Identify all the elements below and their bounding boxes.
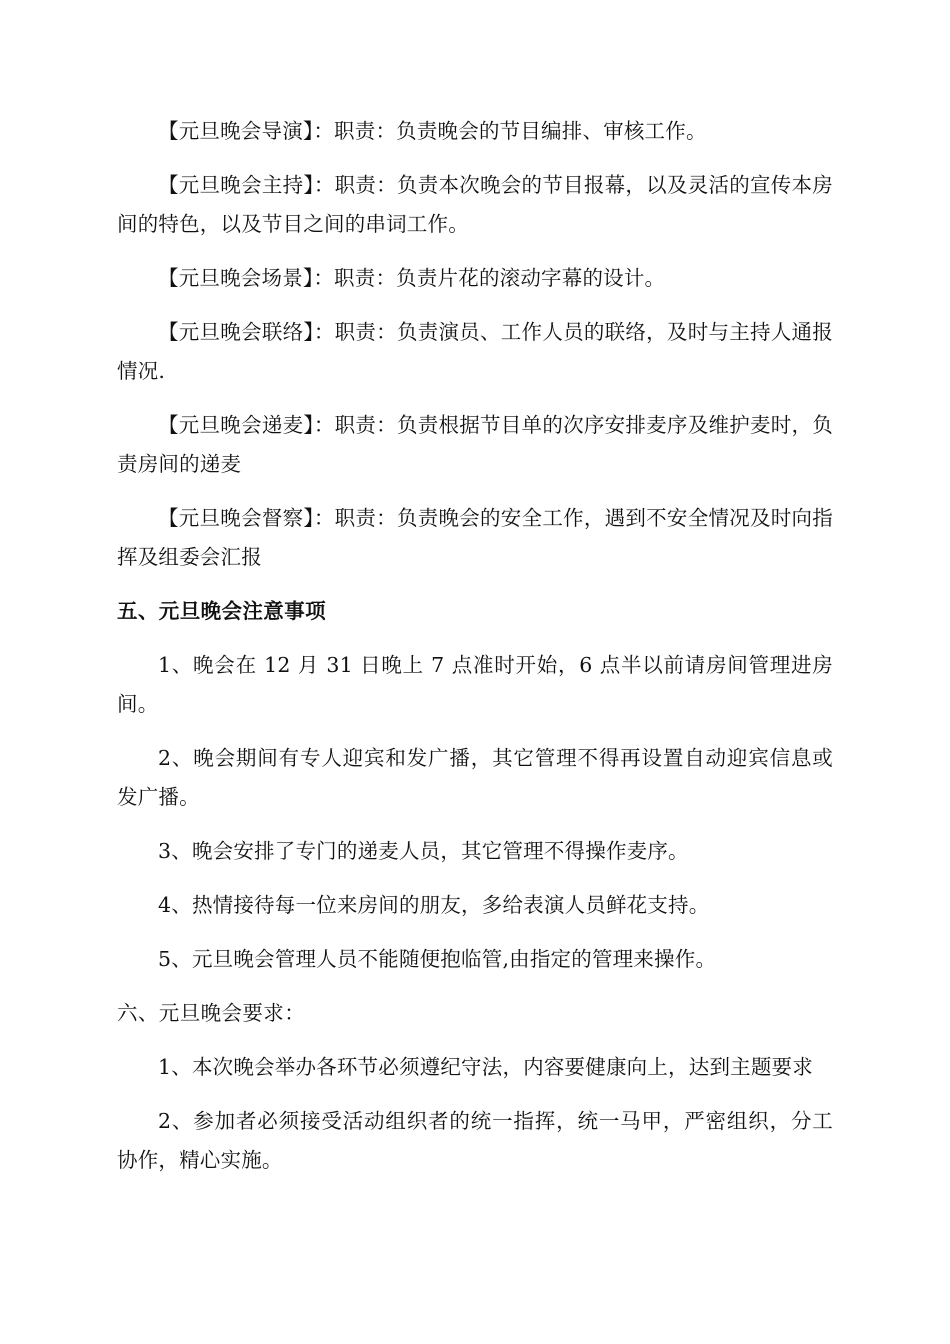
section-5-item-3: 3、晚会安排了专门的递麦人员，其它管理不得操作麦序。: [158, 839, 689, 863]
section-5-item-5: 5、元旦晚会管理人员不能随便抱临管,由指定的管理来操作。: [158, 947, 717, 971]
section-5-item-4: 4、热情接待每一位来房间的朋友，多给表演人员鲜花支持。: [158, 893, 710, 917]
role-liaison: 【元旦晚会联络】：职责：负责演员、工作人员的联络，及时与主持人通报情况.: [117, 320, 833, 383]
document-page: [117, 112, 833, 1195]
role-mic: 【元旦晚会递麦】：职责：负责根据节目单的次序安排麦序及维护麦时，负责房间的递麦: [117, 413, 833, 476]
section-5-item-2: 2、晚会期间有专人迎宾和发广播，其它管理不得再设置自动迎宾信息或发广播。: [117, 746, 833, 809]
role-scene: 【元旦晚会场景】：职责：负责片花的滚动字幕的设计。: [158, 266, 666, 290]
role-supervisor: 【元旦晚会督察】：职责：负责晚会的安全工作，遇到不安全情况及时向指挥及组委会汇报: [117, 506, 833, 569]
section-5-item-1: 1、晚会在 12 月 31 日晚上 7 点准时开始，6 点半以前请房间管理进房间。: [117, 653, 833, 716]
role-host: 【元旦晚会主持】：职责：负责本次晚会的节目报幕，以及灵活的宣传本房间的特色，以及节目之间的串词工作。: [117, 173, 833, 236]
section-5-title: 五、元旦晚会注意事项: [117, 599, 326, 623]
role-director: 【元旦晚会导演】：职责：负责晚会的节目编排、审核工作。: [158, 119, 707, 143]
section-6-item-1: 1、本次晚会举办各环节必须遵纪守法，内容要健康向上，达到主题要求: [158, 1055, 813, 1079]
section-6-title: 六、元旦晚会要求：: [117, 1001, 306, 1025]
section-6-item-2: 2、参加者必须接受活动组织者的统一指挥，统一马甲，严密组织，分工协作，精心实施。: [117, 1109, 833, 1172]
